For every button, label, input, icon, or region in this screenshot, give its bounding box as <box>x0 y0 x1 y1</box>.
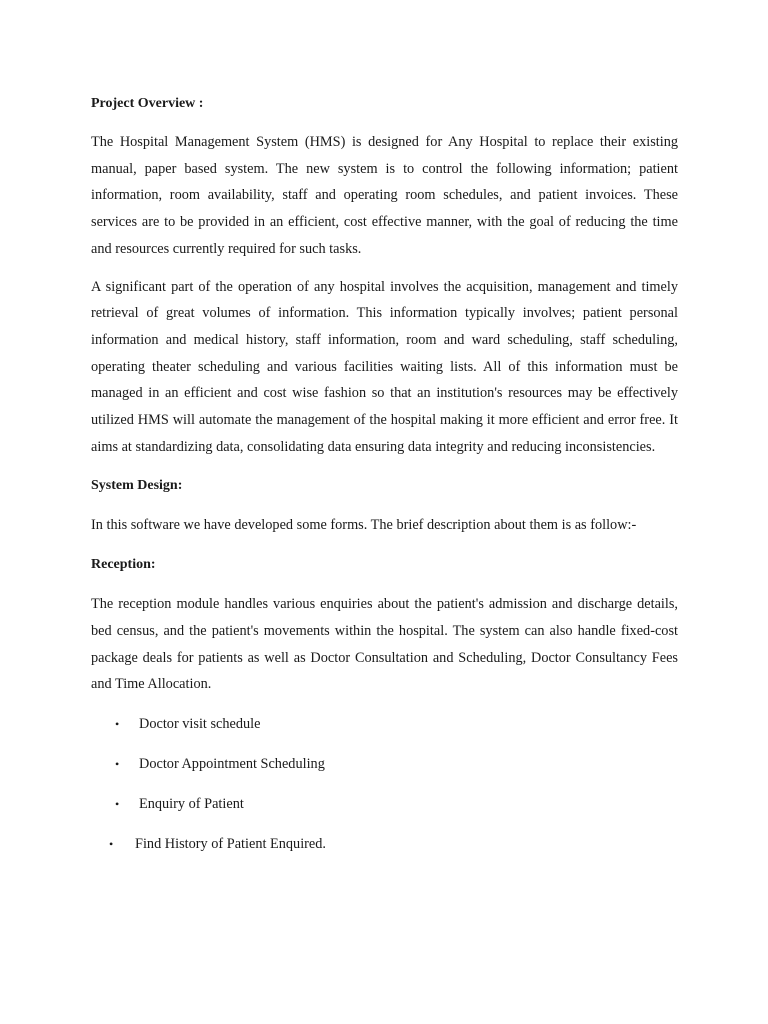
system-design-paragraph: In this software we have developed some forms. The brief description about them is as follow:- <box>91 517 637 534</box>
list-item-text: Enquiry of Patient <box>139 795 244 812</box>
bullet-icon: • <box>109 836 114 851</box>
reception-paragraph: The reception module handles various enquiries about the patient's admission and discharge details, bed census, and the patient's movements within the hospital. The system can also handle fixed-cost package deals for patients as well as Doctor Consultation and Scheduling, Doctor Consultancy Fees and Time Allocation. <box>91 596 678 693</box>
hms-significance-paragraph: A significant part of the operation of any hospital involves the acquisition, management and timely retrieval of great volumes of information. This information typically involves; patient personal information and medical history, staff information, room and ward scheduling, staff scheduling, operating theater scheduling and various facilities waiting lists. All of this information must be managed in an efficient and cost wise fashion so that an institution's resources may be effectively utilized HMS will automate the management of the hospital making it more efficient and error free. It aims at standardizing data, consolidating data ensuring data integrity and reducing inconsistencies. <box>91 278 678 455</box>
document-body <box>91 91 678 871</box>
bullet-icon: • <box>115 756 120 771</box>
list-item-text: Doctor visit schedule <box>139 715 261 732</box>
bullet-icon: • <box>115 796 120 811</box>
list-item-text: Find History of Patient Enquired. <box>135 835 327 852</box>
reception-feature-list <box>91 711 678 871</box>
list-item <box>91 831 678 871</box>
list-item <box>91 751 678 791</box>
bullet-icon: • <box>115 716 120 731</box>
system-design-heading: System Design: <box>91 478 183 494</box>
list-item <box>91 791 678 831</box>
project-overview-heading: Project Overview : <box>91 96 204 111</box>
hms-intro-paragraph: The Hospital Management System (HMS) is designed for Any Hospital to replace their existing manual, paper based system. The new system is to control the following information; patient information, room availability, staff and operating room schedules, and patient invoices. These services are to be provided in an efficient, cost effective manner, with the goal of reducing the time and resources currently required for such tasks. <box>91 134 678 257</box>
list-item <box>91 711 678 751</box>
reception-heading: Reception: <box>91 557 156 573</box>
list-item-text: Doctor Appointment Scheduling <box>139 755 325 772</box>
